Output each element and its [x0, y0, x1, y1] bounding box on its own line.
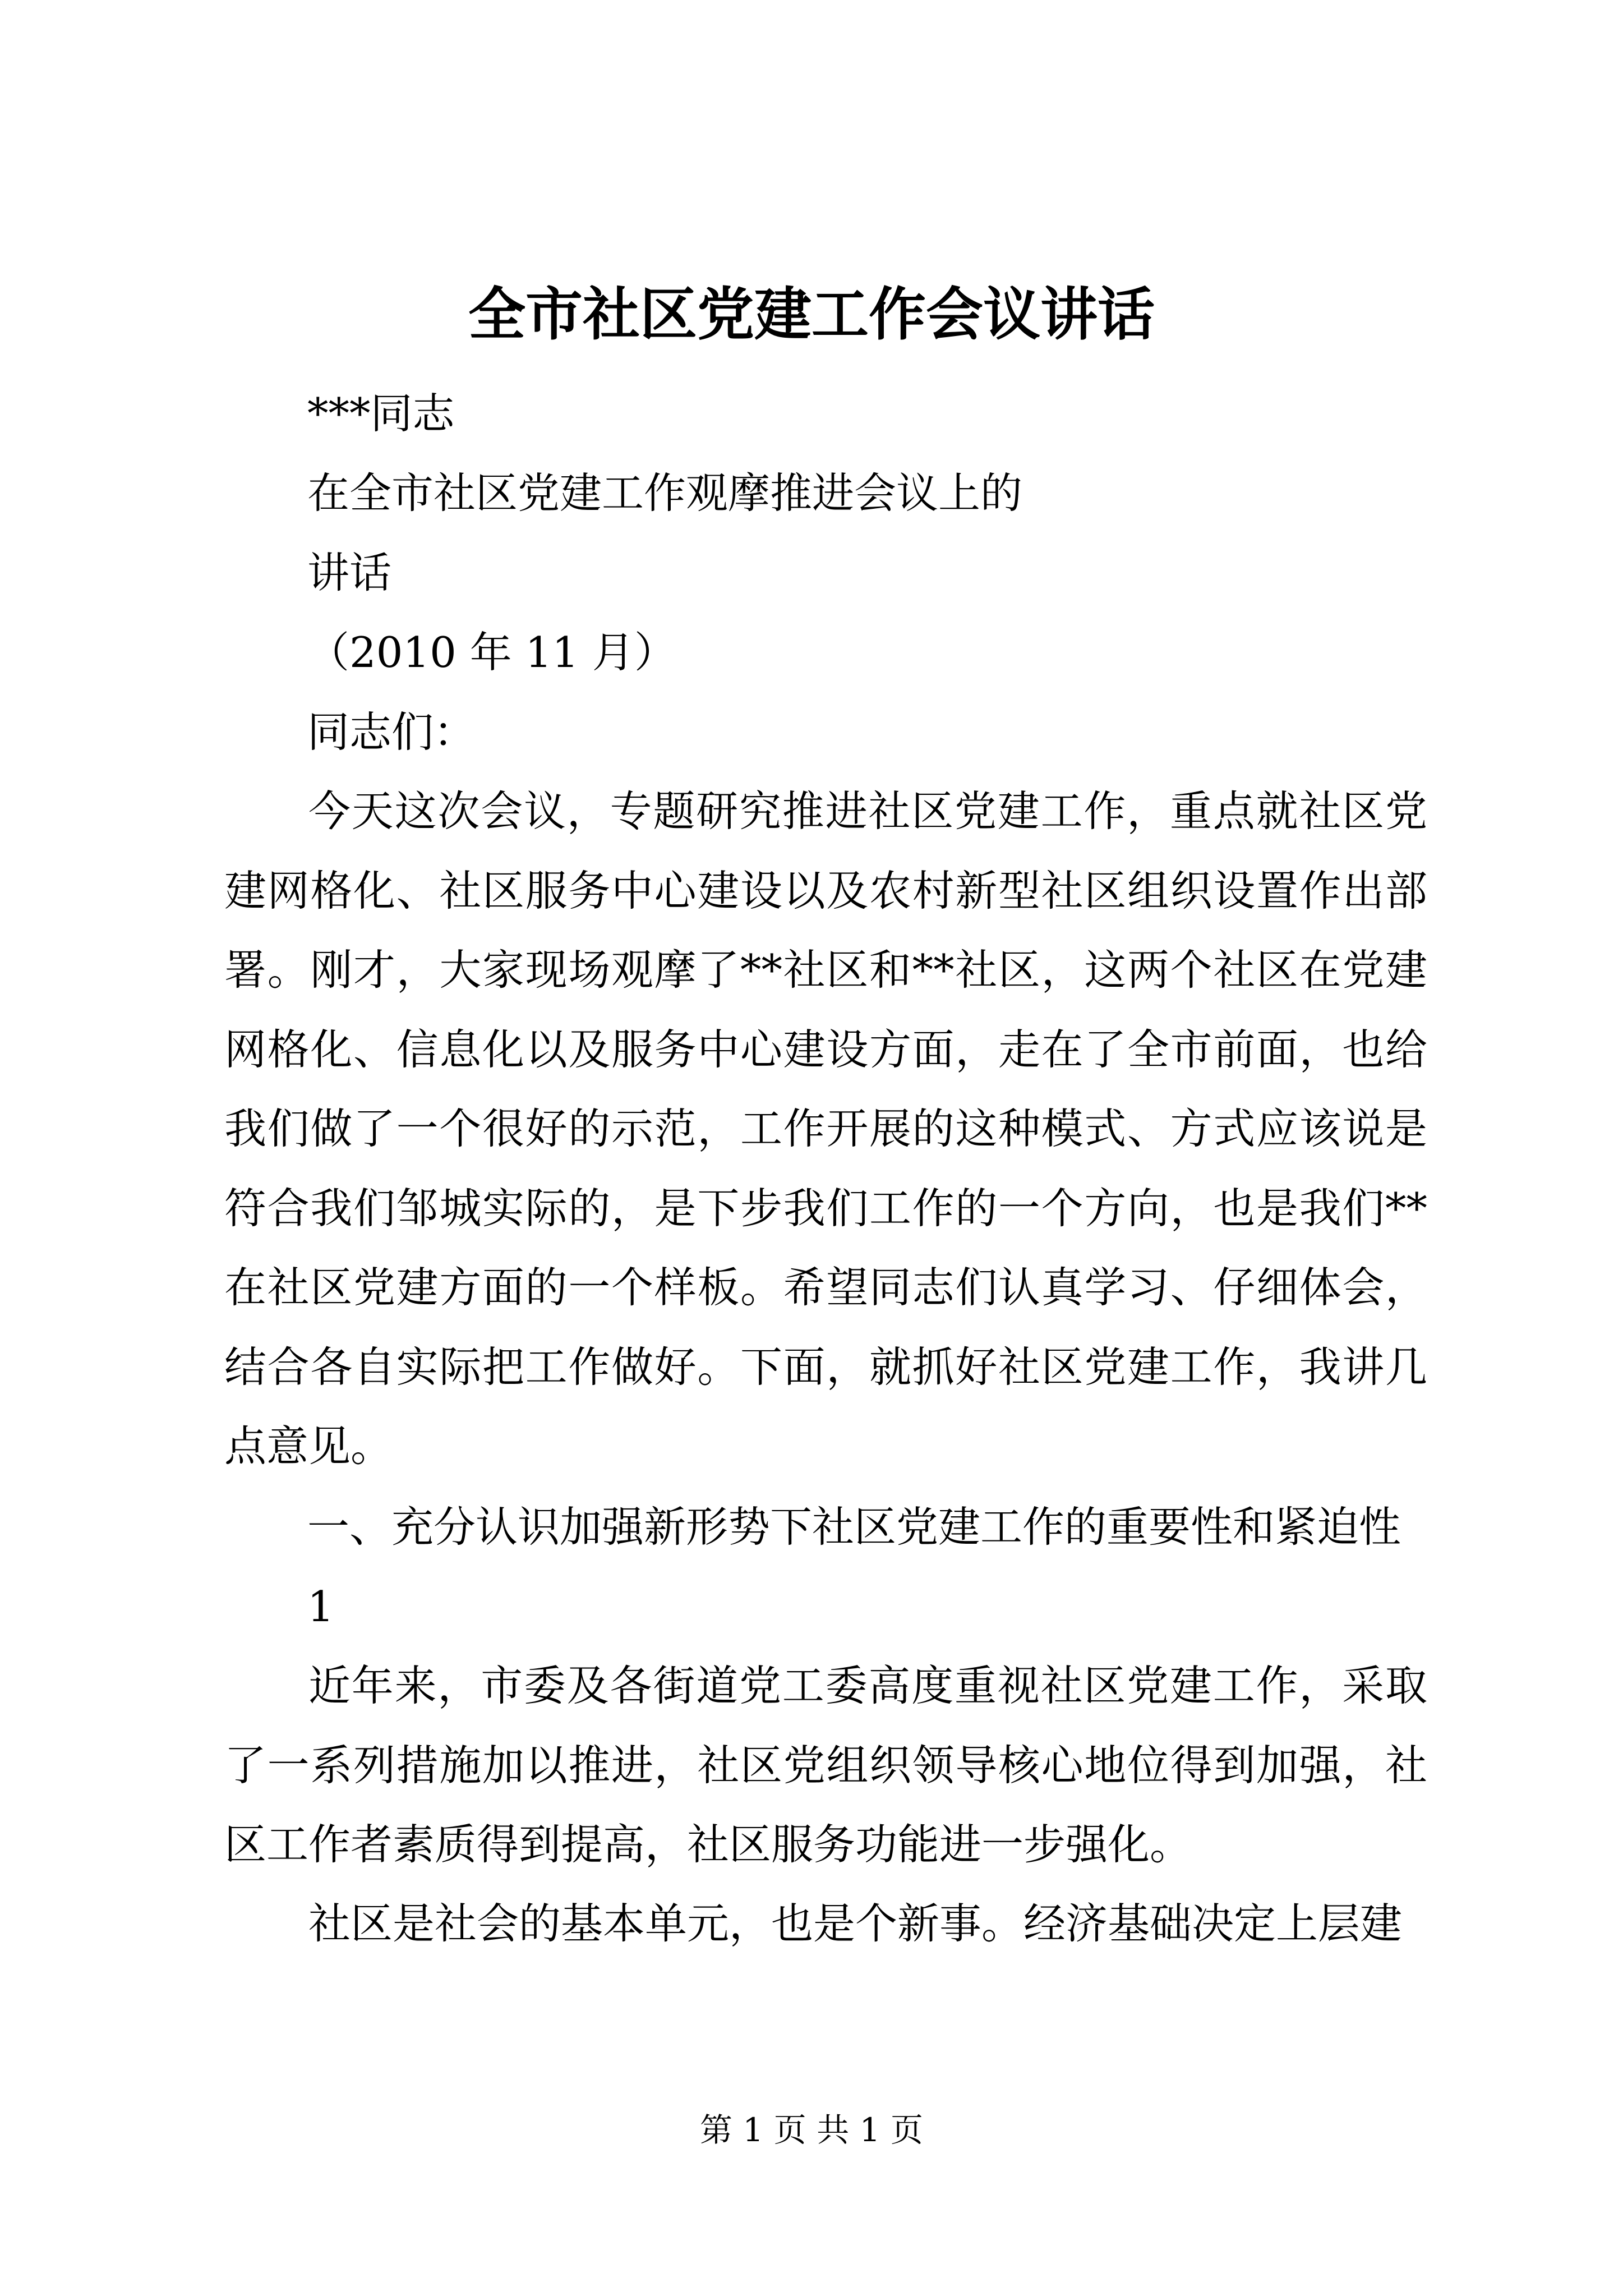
date-line: （2010 年 11 月）	[307, 628, 676, 677]
document-title: 全市社区党建工作会议讲话	[468, 281, 1155, 348]
section-heading: 一、充分认识加强新形势下社区党建工作的重要性和紧迫性	[307, 1502, 1401, 1552]
section-number: 1	[307, 1582, 334, 1631]
paragraph-community: 社区是社会的基本单元，也是个新事。经济基础决定上层建	[308, 1899, 1403, 1948]
paragraph-recent-years: 近年来，市委及各街道党工委高度重视社区党建工作，采取了一系列措施加以推进，社区党组织领导核心地位得到加强，社区工作者素质得到提高，社区服务功能进一步强化。	[224, 1661, 1427, 1869]
subtitle-line-1: 在全市社区党建工作观摩推进会议上的	[307, 468, 1023, 518]
paragraph-opening: 今天这次会议，专题研究推进社区党建工作，重点就社区党建网格化、社区服务中心建设以及农村新型社区组织设置作出部署。刚才，大家现场观摩了**社区和**社区，这两个社区在党建网格化、信息化以及服务中心建设方面，走在了全市前面，也给我们做了一个很好的示范，工作开展的这种模式、方式应该说是符合我们邹城实际的，是下步我们工作的一个方向，也是我们**在社区党建方面的一个样板。希望同志们认真学习、仔细体会，结合各自实际把工作做好。下面，就抓好社区党建工作，我讲几点意见。	[224, 786, 1427, 1471]
salutation: 同志们：	[307, 707, 476, 757]
speaker-line: ***同志	[307, 389, 455, 438]
page-footer: 第 1 页 共 1 页	[700, 2111, 923, 2149]
subtitle-line-2: 讲话	[307, 548, 392, 597]
